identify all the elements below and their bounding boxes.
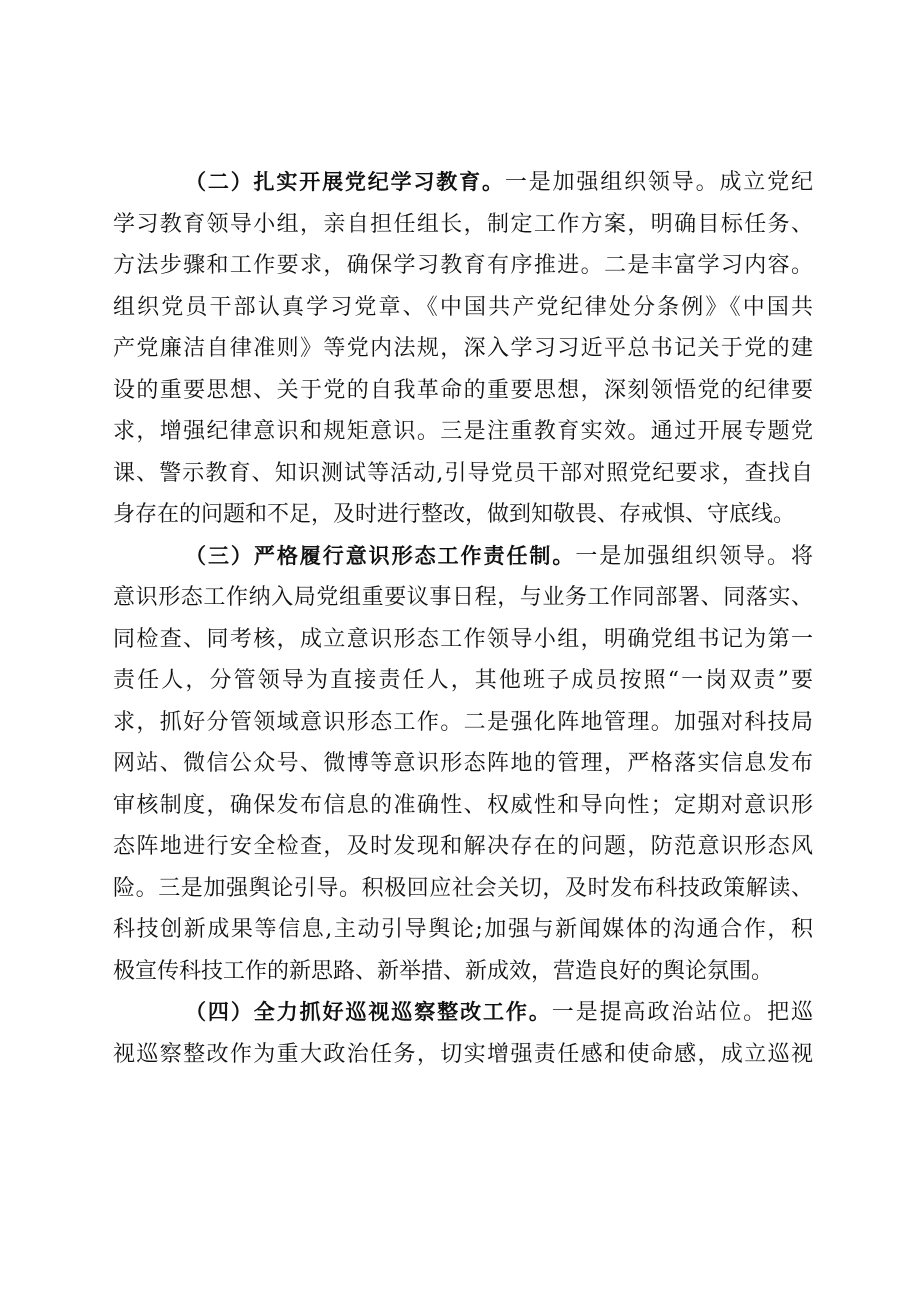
section3-line: 求，抓好分管领域意识形态工作。二是强化阵地管理。加强对科技局 xyxy=(113,709,813,735)
section3-line: 意识形态工作纳入局党组重要议事日程，与业务工作同部署、同落实、 xyxy=(113,585,813,610)
section3-line: 责任人，分管领导为直接责任人，其他班子成员按照“一岗双责”要 xyxy=(113,668,813,693)
section2-line: 求，增强纪律意识和规矩意识。三是注重教育实效。通过开展专题党 xyxy=(113,419,813,444)
section2-line: 设的重要思想、关于党的自我革命的重要思想，深刻领悟党的纪律要 xyxy=(113,377,813,403)
section2-line: 方法步骤和工作要求，确保学习教育有序推进。二是丰富学习内容。 xyxy=(113,253,813,278)
section3-line: 一是加强组织领导。将 xyxy=(575,543,813,569)
section3-line: 极宣传科技工作的新思路、新举措、新成效，营造良好的舆论氛围。 xyxy=(113,958,774,984)
section4-line: 视巡察整改作为重大政治任务，切实增强责任感和使命感，成立巡视 xyxy=(113,1041,813,1067)
section3-line: 网站、微信公众号、微博等意识形态阵地的管理，严格落实信息发布 xyxy=(113,751,813,776)
section3-line: 险。三是加强舆论引导。积极回应社会关切，及时发布科技政策解读、 xyxy=(113,875,813,901)
section3-line: 科技创新成果等信息,主动引导舆论;加强与新闻媒体的沟通合作，积 xyxy=(113,917,813,942)
section2-line: 学习教育领导小组，亲自担任组长，制定工作方案，明确目标任务、 xyxy=(113,211,813,237)
section3-line: 同检查、同考核，成立意识形态工作领导小组，明确党组书记为第一 xyxy=(113,626,813,652)
section3-line: 态阵地进行安全检查，及时发现和解决存在的问题，防范意识形态风 xyxy=(113,834,813,859)
document-body xyxy=(113,162,813,1075)
section2-first-line xyxy=(113,162,813,204)
section4-first-line xyxy=(113,992,813,1034)
section3-line: 审核制度，确保发布信息的准确性、权威性和导向性；定期对意识形 xyxy=(113,792,813,818)
section2-line: 课、警示教育、知识测试等活动,引导党员干部对照党纪要求，查找自 xyxy=(113,460,813,486)
section4-line: 一是提高政治站位。把巡 xyxy=(551,1000,813,1025)
section2-heading: （二）扎实开展党纪学习教育。 xyxy=(185,170,505,194)
section3-first-line xyxy=(113,536,813,578)
section2-line: 产党廉洁自律准则》等党内法规，深入学习习近平总书记关于党的建 xyxy=(113,336,813,361)
section2-line: 身存在的问题和不足，及时进行整改，做到知敬畏、存戒惧、守底线。 xyxy=(113,502,796,527)
section3-heading: （三）严格履行意识形态工作责任制。 xyxy=(185,543,576,568)
section2-line: 一是加强组织领导。成立党纪 xyxy=(504,170,813,195)
section4-heading: （四）全力抓好巡视巡察整改工作。 xyxy=(185,1000,552,1024)
section2-line: 组织党员干部认真学习党章、《中国共产党纪律处分条例》《中国共 xyxy=(113,294,813,320)
